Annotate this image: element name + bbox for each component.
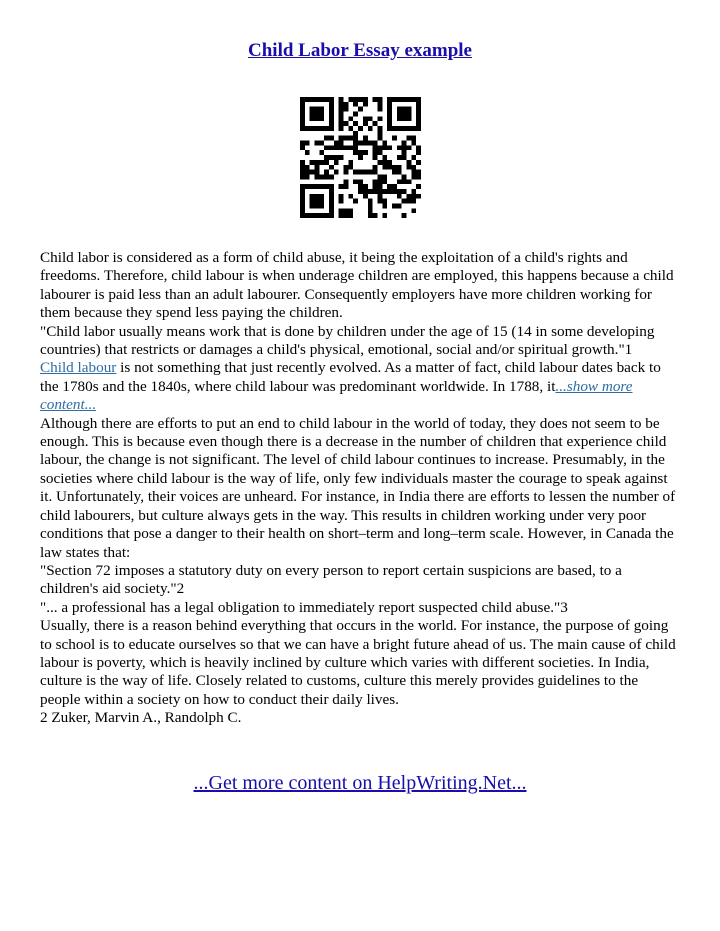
get-more-content-link[interactable]: ...Get more content on HelpWriting.Net... [193, 772, 527, 794]
paragraph-intro: Child labor is considered as a form of child abuse, it being the exploitation of a child's rights and freedoms. Therefore, child labour is when underage children are employed, this happens because a child labourer is paid less than an adult labourer. Consequently employers have more children working for them because they spend less paying the children. [40, 249, 674, 322]
paragraph-history [40, 359, 682, 414]
show-more-link[interactable]: ...show more content... [40, 377, 633, 414]
quote-section-72: "Section 72 imposes a statutory duty on every person to report certain suspicions are based, to a children's aid society."2 [40, 561, 622, 598]
quote-definition: "Child labor usually means work that is done by children under the age of 15 (14 in some developing countries) that restricts or damages a child's physical, emotional, social and/or spiritual growth."1 [40, 322, 655, 359]
quote-professional: "... a professional has a legal obligation to immediately report suspected child abuse."3 [40, 598, 568, 616]
paragraph-efforts: Although there are efforts to put an end to child labour in the world of today, they does not seem to be enough. This is because even though there is a decrease in the number of children that experience child labour, the change is not significant. The level of child labour continues to increase. Presumably, in the societies where child labour is the way of life, only few individuals master the courage to speak against it. Unfortunately, their voices are unheard. For instance, in India there are efforts to lessen the number of child labourers, but culture always gets in the way. This results in children working under very poor conditions that pose a danger to their health on short–term and long–term scale. However, in Canada the law states that: [40, 414, 676, 561]
document-title-link[interactable]: Child Labor Essay example [248, 40, 472, 61]
child-labour-link[interactable]: Child labour [40, 359, 117, 377]
qr-code-icon [300, 97, 421, 218]
paragraph-causes: Usually, there is a reason behind everything that occurs in the world. For instance, the purpose of going to school is to educate ourselves so that we can have a bright future ahead of us. The main cause of child labour is poverty, which is heavily inclined by culture which varies with different societies. In India, culture is the way of life. Closely related to customs, culture this merely provides guidelines to the people within a society on how to conduct their daily lives. [40, 617, 676, 708]
essay-body [40, 249, 682, 728]
paragraph-history-text: is not something that just recently evolved. As a matter of fact, child labour dates back to the 1780s and the 1840s, where child labour was predominant worldwide. In 1788, it [40, 359, 661, 395]
footnote: 2 Zuker, Marvin A., Randolph C. [40, 709, 242, 727]
